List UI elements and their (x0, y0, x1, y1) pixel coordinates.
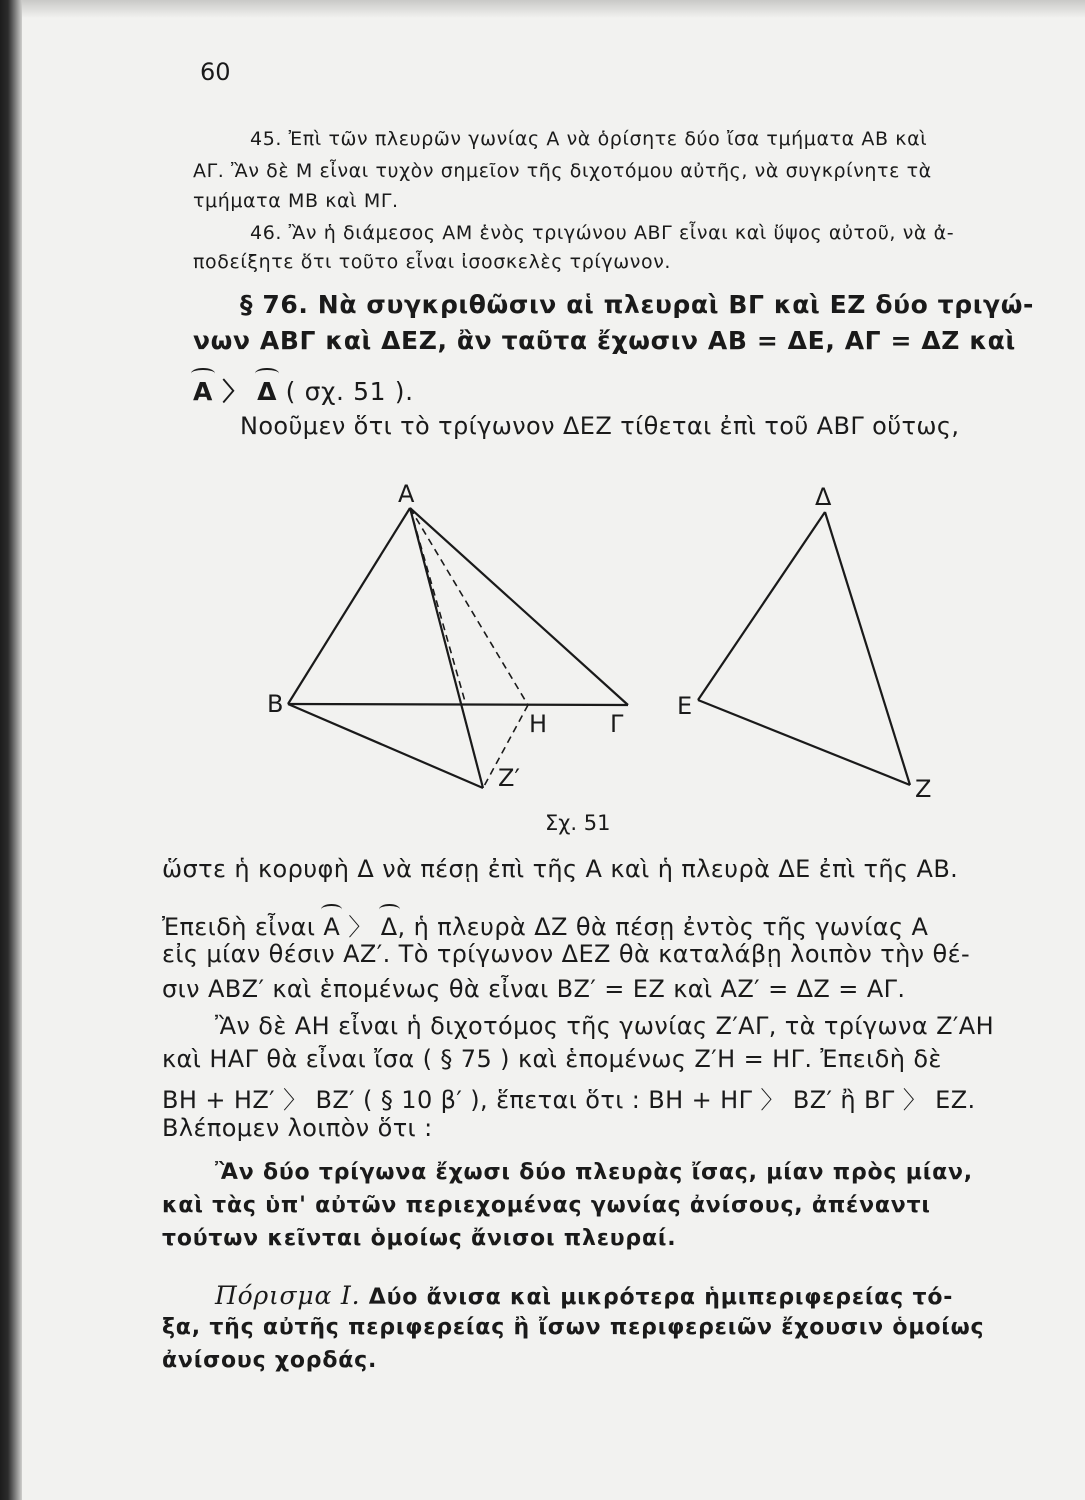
side-ag (410, 508, 628, 705)
label-g: Γ (610, 710, 624, 738)
section-76-heading-line-3 (193, 372, 414, 408)
body-line-7: ΒΗ + ΗΖ′ 〉 ΒΖ′ ( § 10 β′ ), ἕπεται ὅτι : ΒΗ + ΗΓ 〉 ΒΖ′ ἢ ΒΓ 〉 ΕΖ. (162, 1086, 976, 1114)
body-line-5: Ἂν δὲ ΑΗ εἶναι ἡ διχοτόμος τῆς γωνίας Ζ′ΑΓ, τὰ τρίγωνα Ζ′ΑΗ (215, 1012, 995, 1040)
angle-a-symbol-2: Α (323, 913, 341, 941)
body-line-8: Βλέπομεν λοιπὸν ὅτι : (162, 1114, 433, 1142)
side-az-prime (410, 508, 483, 788)
exercise-45-line-1: 45. Ἐπὶ τῶν πλευρῶν γωνίας Α νὰ ὁρίσητε δύο ἴσα τμήματα ΑΒ καὶ (250, 128, 928, 150)
body-line-2-end: , ἡ πλευρὰ ΔΖ θὰ πέσῃ ἐντὸς τῆς γωνίας Α (397, 913, 929, 941)
section-76-heading-line-1: § 76. Νὰ συγκριθῶσιν αἱ πλευραὶ ΒΓ καὶ ΕΖ δύο τριγώ- (240, 290, 1034, 319)
section-76-heading-line-2: νων ΑΒΓ καὶ ΔΕΖ, ἂν ταῦτα ἔχωσιν ΑΒ = ΔΕ, ΑΓ = ΔΖ καὶ (193, 326, 1016, 355)
label-z-prime: Ζ′ (498, 764, 520, 792)
body-line-2-start: Ἐπειδὴ εἶναι (162, 913, 324, 941)
side-de (698, 512, 825, 700)
page-top-shadow (22, 0, 1085, 18)
label-e: Ε (677, 692, 693, 720)
angle-d-symbol: Δ (257, 377, 278, 406)
auxiliary-dashed-line (410, 508, 466, 705)
side-ab (288, 508, 410, 704)
side-bg (288, 704, 628, 705)
body-line-4: σιν ΑΒΖ′ καὶ ἑπομένως θὰ εἶναι ΒΖ′ = ΕΖ καὶ ΑΖ′ = ΔΖ = ΑΓ. (162, 975, 906, 1003)
corollary-line-1 (215, 1281, 953, 1310)
body-line-6: καὶ ΗΑΓ θὰ εἶναι ἴσα ( § 75 ) καὶ ἑπομένως Ζ′Η = ΗΓ. Ἐπειδὴ δὲ (162, 1045, 942, 1073)
greater-than-sign: 〉 (212, 377, 258, 406)
angle-d-symbol-2: Δ (380, 913, 398, 941)
corollary-line-2: ξα, τῆς αὐτῆς περιφερείας ἢ ἴσων περιφερειῶν ἔχουσιν ὁμοίως (162, 1315, 985, 1340)
label-d: Δ (815, 483, 832, 511)
label-a: Α (398, 480, 415, 508)
angle-a-symbol: Α (193, 377, 213, 406)
exercise-45-line-3: τμήματα ΜΒ καὶ ΜΓ. (193, 190, 399, 212)
exercise-46-line-2: ποδείξητε ὅτι τοῦτο εἶναι ἰσοσκελὲς τρίγωνον. (193, 251, 672, 273)
greater-than-sign-2: 〉 (340, 913, 381, 941)
label-h: Η (529, 710, 548, 738)
side-ez (698, 700, 910, 785)
body-line-3: εἰς μίαν θέσιν ΑΖ′. Τὸ τρίγωνον ΔΕΖ θὰ καταλάβῃ λοιπὸν τὴν θέ- (162, 940, 971, 968)
figure-51 (240, 470, 980, 840)
exercise-45-line-2: ΑΓ. Ἂν δὲ Μ εἶναι τυχὸν σημεῖον τῆς διχοτόμου αὐτῆς, νὰ συγκρίνητε τὰ (193, 160, 932, 182)
book-binding-edge (0, 0, 22, 1500)
theorem-line-1: Ἂν δύο τρίγωνα ἔχωσι δύο πλευρὰς ἴσας, μίαν πρὸς μίαν, (215, 1160, 973, 1185)
corollary-line-3: ἀνίσους χορδάς. (162, 1348, 378, 1373)
page-number: 60 (200, 58, 231, 86)
exercise-46-line-1: 46. Ἂν ἡ διάμεσος ΑΜ ἑνὸς τριγώνου ΑΒΓ εἶναι καὶ ὕψος αὐτοῦ, νὰ ἀ- (250, 222, 955, 244)
side-dz (825, 512, 910, 785)
intro-line: Νοοῦμεν ὅτι τὸ τρίγωνον ΔΕΖ τίθεται ἐπὶ τοῦ ΑΒΓ οὕτως, (240, 412, 960, 440)
body-line-2 (162, 907, 928, 942)
theorem-line-3: τούτων κεῖνται ὁμοίως ἄνισοι πλευραί. (162, 1226, 677, 1251)
figure-reference: ( σχ. 51 ). (277, 377, 414, 406)
theorem-line-2: καὶ τὰς ὑπ' αὐτῶν περιεχομένας γωνίας ἀνίσους, ἀπέναντι (162, 1193, 931, 1218)
label-z: Ζ (915, 775, 932, 803)
side-bz-prime (288, 704, 483, 788)
bisector-ah (410, 508, 528, 705)
corollary-line-1-text: Δύο ἄνισα καὶ μικρότερα ἡμιπεριφερείας τό- (360, 1285, 954, 1310)
label-b: Β (267, 690, 284, 718)
body-line-1: ὥστε ἡ κορυφὴ Δ νὰ πέσῃ ἐπὶ τῆς Α καὶ ἡ πλευρὰ ΔΕ ἐπὶ τῆς ΑΒ. (162, 855, 959, 883)
figure-caption: Σχ. 51 (545, 811, 611, 835)
corollary-label: Πόρισμα Ι. (215, 1281, 361, 1310)
